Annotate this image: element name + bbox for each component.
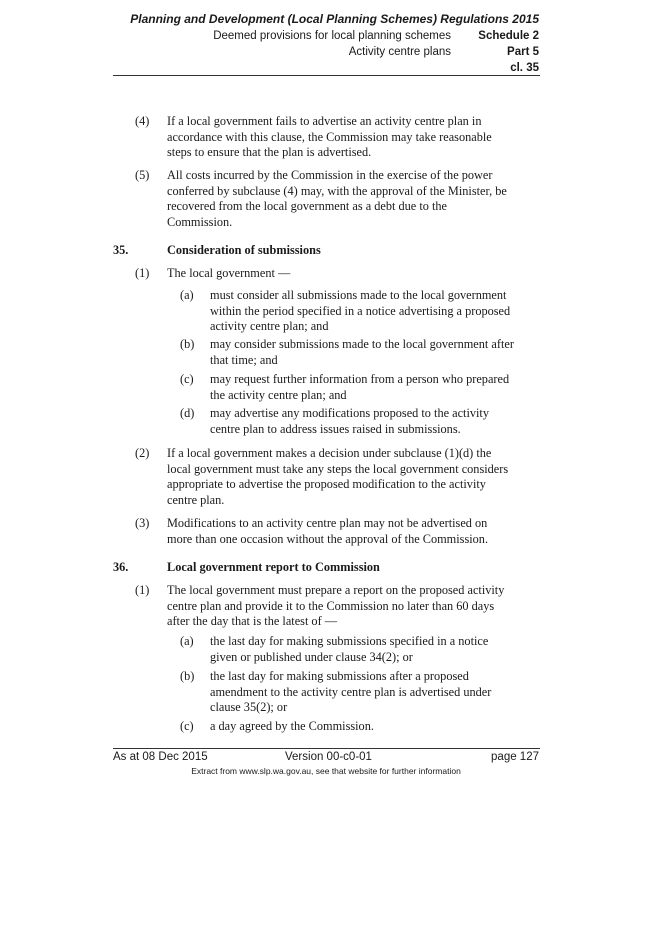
section-36-1-line-2: centre plan and provide it to the Commission no later than 60 days (167, 598, 495, 613)
footer-date: As at 08 Dec 2015 (113, 751, 208, 763)
section-35-3-line-1: Modifications to an activity centre plan may not be advertised on (167, 516, 488, 530)
section-35-2-line-2: local government must take any steps the local government considers (167, 461, 509, 476)
subclause-5-line-1: All costs incurred by the Commission in the exercise of the power (167, 168, 493, 182)
paragraph-letter: (a) (180, 288, 194, 302)
paragraph-letter: (c) (180, 372, 194, 386)
section-35-1a-line-3: activity centre plan; and (210, 319, 329, 333)
section-36-number: 36. (113, 560, 129, 574)
subclause-number: (5) (135, 168, 150, 182)
section-36-1b-line-1: the last day for making submissions after a proposed (210, 669, 469, 683)
section-36-1b-line-2: amendment to the activity centre plan is advertised under (210, 684, 492, 699)
section-35-1d-line-2: centre plan to address issues raised in submissions. (210, 421, 461, 436)
section-36-1b-line-3: clause 35(2); or (210, 700, 288, 714)
section-35-number: 35. (113, 243, 129, 257)
subclause-5-line-4: Commission. (167, 214, 233, 229)
subclause-number: (3) (135, 516, 150, 530)
section-35-1b-line-2: that time; and (210, 352, 278, 367)
subclause-number: (1) (135, 583, 150, 597)
section-35-1b-line-1: may consider submissions made to the local government after (210, 337, 514, 351)
header-schedule-title: Deemed provisions for local planning schemes (213, 30, 451, 42)
subclause-5-line-2: conferred by subclause (4) may, with the approval of the Minister, be (167, 183, 507, 198)
header-schedule-number: Schedule 2 (478, 30, 539, 42)
section-36-1-line-3: after the day that is the latest of — (167, 614, 338, 628)
paragraph-letter: (b) (180, 669, 195, 683)
footer-version: Version 00-c0-01 (285, 751, 372, 763)
subclause-number: (2) (135, 446, 150, 460)
paragraph-letter: (a) (180, 634, 194, 648)
footer-divider (113, 748, 540, 749)
subclause-4-line-3: steps to ensure that the plan is advertised. (167, 145, 372, 159)
header-title: Planning and Development (Local Planning Schemes) Regulations 2015 (130, 12, 539, 26)
section-36-1a-line-2: given or published under clause 34(2); or (210, 649, 413, 664)
footer-source-note: Extract from www.slp.wa.gov.au, see that website for further information (191, 766, 461, 776)
header-divider (113, 75, 540, 76)
header-part-number: Part 5 (507, 46, 539, 58)
section-36-title: Local government report to Commission (167, 560, 380, 574)
section-35-2-line-1: If a local government makes a decision under subclause (1)(d) the (167, 446, 492, 460)
section-35-1c-line-2: the activity centre plan; and (210, 387, 347, 402)
header-part-title: Activity centre plans (348, 46, 451, 58)
section-35-1a-line-1: must consider all submissions made to the local government (210, 288, 507, 302)
section-36-1a-line-1: the last day for making submissions specified in a notice (210, 634, 489, 648)
section-35-3-line-2: more than one occasion without the approval of the Commission. (167, 531, 489, 546)
header-clause-number: cl. 35 (510, 62, 539, 74)
paragraph-letter: (b) (180, 337, 195, 351)
paragraph-letter: (c) (180, 719, 194, 733)
subclause-4-line-1: If a local government fails to advertise an activity centre plan in (167, 114, 482, 128)
section-36-1c-line-1: a day agreed by the Commission. (210, 719, 374, 733)
paragraph-letter: (d) (180, 406, 195, 420)
section-35-1-text: The local government — (167, 266, 291, 280)
section-35-1c-line-1: may request further information from a person who prepared (210, 372, 510, 386)
section-35-2-line-3: appropriate to advertise the proposed modification to the activity (167, 477, 486, 491)
subclause-4-line-2: accordance with this clause, the Commission may take reasonable (167, 129, 492, 144)
footer-page-number: page 127 (491, 751, 539, 763)
section-35-2-line-4: centre plan. (167, 492, 225, 507)
section-35-1a-line-2: within the period specified in a notice advertising a proposed (210, 303, 511, 318)
section-35-1d-line-1: may advertise any modifications proposed to the activity (210, 406, 489, 420)
subclause-number: (4) (135, 114, 150, 128)
section-35-title: Consideration of submissions (167, 243, 321, 257)
section-36-1-line-1: The local government must prepare a report on the proposed activity (167, 583, 505, 597)
subclause-5-line-3: recovered from the local government as a debt due to the (167, 199, 447, 213)
subclause-number: (1) (135, 266, 150, 280)
